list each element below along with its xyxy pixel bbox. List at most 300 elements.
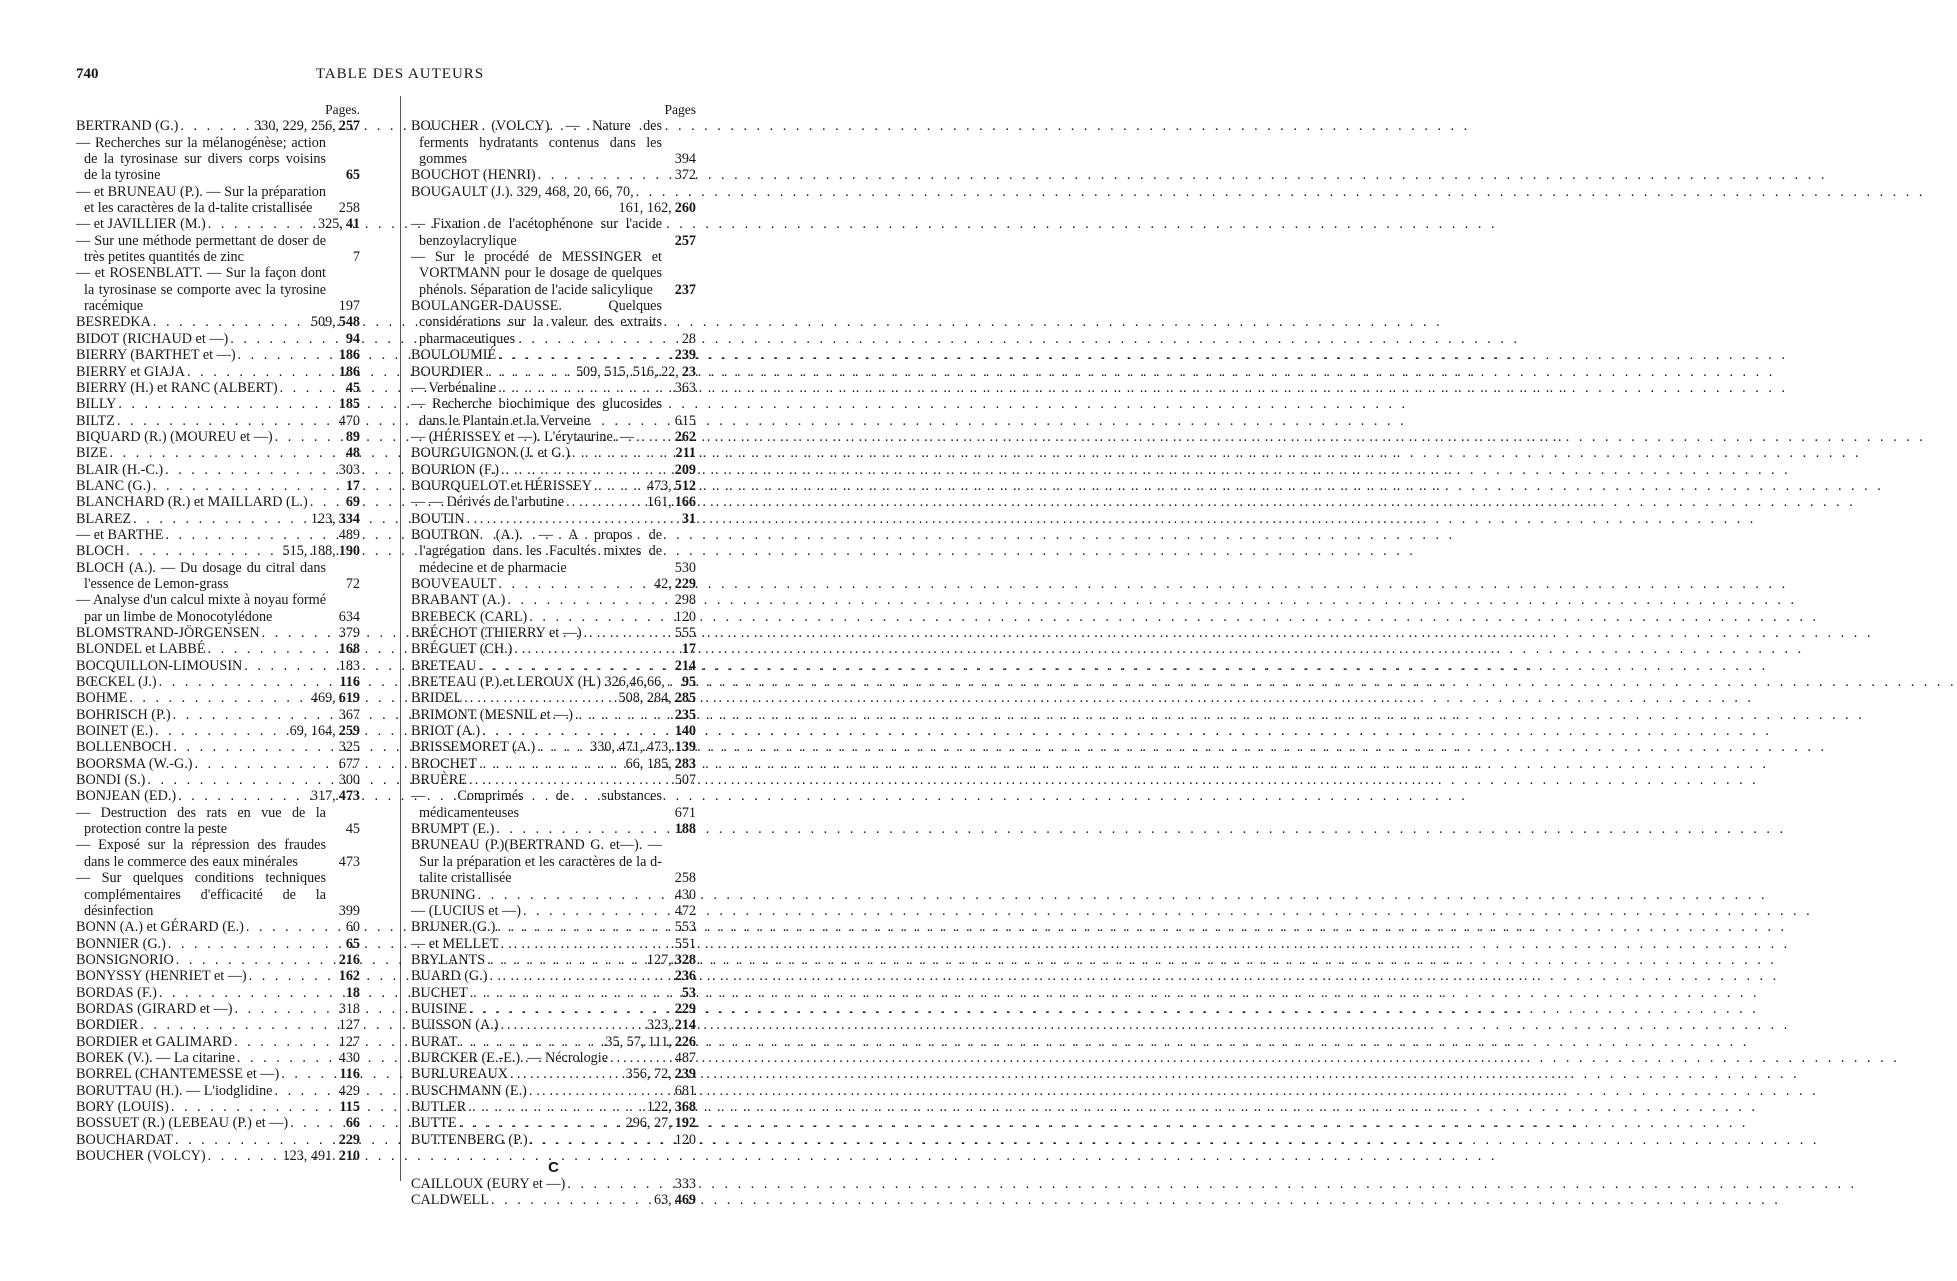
index-column-right (411, 102, 696, 1209)
entry-text: BIZE (76, 445, 108, 462)
entry-page-bold: 186 (338, 347, 360, 364)
entry-text: BLONDEL et LABBÉ (76, 641, 206, 658)
dot-leader (228, 331, 343, 347)
entry-page-number: 372 (674, 167, 696, 184)
index-entry (411, 821, 696, 837)
index-entries-right (411, 118, 696, 1148)
index-entry (76, 184, 360, 217)
index-entry (76, 1083, 360, 1099)
dot-leader (115, 413, 339, 429)
entry-text: BRUNEAU (P.)(BERTRAND G. et—). — Sur la préparation et les caractères de la d-talite cristallisée (411, 837, 662, 887)
entry-text: BOURQUELOT et HÉRISSEY (411, 477, 593, 494)
dot-leader (124, 543, 282, 559)
entry-text: BOUTRON (A.). — A propos de l'agrégation dans les Facultés mixtes de médecine et de pharmacie (411, 526, 662, 576)
entry-page-bold: 239 (674, 347, 696, 364)
entry-text: BONN (A.) et GÉRARD (E.) (76, 919, 244, 936)
dot-leader (634, 429, 672, 445)
entry-text: BŒCKEL (J.) (76, 674, 157, 691)
entry-page-number: 127 (338, 1033, 360, 1050)
index-entry (411, 364, 696, 380)
entry-page-number: 508, 284, (618, 690, 672, 707)
entry-page-bold: 262 (674, 428, 696, 445)
dot-leader (582, 625, 675, 641)
index-entry (76, 756, 360, 772)
dot-leader (108, 445, 343, 461)
entry-text: BIQUARD (R.) (MOUREU et —) (76, 428, 273, 445)
dot-leader (485, 952, 647, 968)
entry-page-number: 515, 188, (282, 543, 336, 560)
entry-text: BUISINE (411, 1000, 467, 1017)
entry-page-number: 127, (646, 951, 672, 968)
dot-leader (145, 772, 338, 788)
entry-text: BOORSMA (W.-G.) (76, 755, 193, 772)
entry-page-number: 553 (674, 919, 696, 936)
entry-text: BOUCHARDAT (76, 1131, 173, 1148)
entry-pages (346, 576, 360, 592)
entry-page-number: 7 (352, 249, 360, 266)
index-entry (411, 1192, 696, 1208)
entry-page-bold: 229 (338, 1131, 360, 1148)
entry-text: BIERRY (H.) et RANC (ALBERT) (76, 379, 278, 396)
dot-leader (564, 494, 647, 510)
dot-leader (235, 1050, 339, 1066)
entry-page-bold: 192 (674, 1115, 696, 1132)
entry-page-number: 333 (674, 1176, 696, 1192)
entry-text: BORREL (CHANTEMESSE et —) (76, 1066, 280, 1083)
dot-leader (573, 707, 672, 723)
entry-text: BRABANT (A.) (411, 592, 506, 609)
index-entry (76, 1115, 360, 1131)
index-entry (411, 641, 696, 657)
index-entry (76, 1099, 360, 1115)
entry-text: BRIMONT (MESNIL et —) (411, 706, 573, 723)
entry-text: BLAIR (H.-C.) (76, 461, 164, 478)
index-entry (76, 837, 360, 870)
entry-page-number: 356, 72, (625, 1066, 672, 1083)
index-entry (411, 1017, 696, 1033)
entry-page-number: 551 (674, 935, 696, 952)
index-entry (76, 265, 360, 314)
index-entry (76, 462, 360, 478)
dot-leader (131, 511, 311, 527)
entry-page-bold: 23 (681, 363, 696, 380)
entry-page-number: 681 (674, 1082, 696, 1099)
entry-pages (675, 413, 696, 429)
entry-page-number: 298 (674, 592, 696, 609)
index-entry (76, 216, 360, 232)
index-entry (411, 494, 696, 510)
entry-page-number: 28 (681, 330, 696, 347)
index-entry (76, 772, 360, 788)
entry-text: BROCHET (411, 755, 478, 772)
entry-page-bold: 226 (674, 1033, 696, 1050)
entry-text: BORDIER et GALIMARD (76, 1033, 233, 1050)
entry-page-number: 555 (674, 625, 696, 641)
dot-leader (138, 1017, 338, 1033)
dot-leader (236, 347, 336, 363)
dot-leader (157, 674, 337, 690)
dot-leader (457, 1115, 626, 1131)
index-entry (411, 1176, 696, 1192)
entry-page-number: 123, 491. (282, 1148, 336, 1164)
entry-page-number: 469, (310, 690, 336, 707)
dot-leader (476, 658, 671, 674)
entry-page-bold: 45 (345, 379, 360, 396)
index-entry (76, 314, 360, 330)
entry-page-number: 671 (674, 804, 696, 821)
index-entry (411, 658, 696, 674)
entry-text: — Analyse d'un calcul mixte à noyau formé par un limbe de Monocotylédone (76, 592, 326, 625)
index-entry (76, 870, 360, 919)
dot-leader (163, 527, 338, 543)
entry-text: — Sur le procédé de MESSINGER et VORTMANN pour le dosage de quelques phénols. Séparation de l'acide salicylique (411, 249, 662, 298)
entry-page-number: 72 (345, 575, 360, 592)
index-entry (411, 723, 696, 739)
dot-leader (193, 756, 339, 772)
entry-page-number: 325, (317, 216, 343, 233)
dot-leader (528, 1132, 675, 1148)
index-entry (76, 674, 360, 690)
dot-leader (171, 739, 338, 755)
dot-leader (476, 887, 675, 903)
index-entry (411, 1066, 696, 1082)
entry-text: — (HÉRISSEY et —). L'érytaurine. — (411, 428, 635, 445)
entry-page-bold: 469 (674, 1192, 696, 1209)
entry-page-bold: 368 (674, 1098, 696, 1115)
dot-leader (496, 347, 672, 363)
entry-page-number: 472 (674, 902, 696, 919)
entry-text: BOURDIER (411, 363, 484, 380)
entry-text: BURCKER (E.-E.). — Nécrologie (411, 1049, 609, 1066)
entry-page-number: 330, 229, 256, (254, 118, 336, 135)
entry-page-bold: 185 (338, 396, 360, 413)
entry-text: BURLUREAUX (411, 1066, 508, 1083)
index-entry (76, 543, 360, 559)
dot-leader (206, 641, 336, 657)
entry-page-number: 183 (338, 657, 360, 674)
entry-text: BLANCHARD (R.) et MAILLARD (L.) (76, 494, 308, 511)
dot-leader (166, 936, 343, 952)
entry-text: — Exposé sur la répression des fraudes dans le commerce des eaux minérales (76, 837, 326, 870)
entry-page-bold: 257 (338, 118, 360, 135)
entry-text: BURAT (411, 1033, 458, 1050)
entry-text: — et BRUNEAU (P.). — Sur la préparation et les caractères de la d-talite cristallisée (76, 183, 326, 217)
entry-text: — et JAVILLIER (M.) (76, 216, 206, 233)
entry-page-bold: 41 (345, 216, 360, 233)
index-entry (411, 1050, 696, 1066)
entry-text: BOULOUMIÉ (411, 347, 497, 364)
index-entry (411, 690, 696, 706)
index-entry (76, 560, 360, 593)
entry-page-bold: 210 (338, 1148, 360, 1164)
dot-leader (465, 511, 679, 527)
entry-text: BOREK (V.). — La citarine (76, 1049, 235, 1066)
dot-leader (116, 396, 335, 412)
entry-text: BERTRAND (G.) (76, 118, 179, 135)
entry-page-bold: 260 (674, 200, 696, 217)
entry-page-bold: 328 (674, 951, 696, 968)
entry-page-bold: 257 (674, 232, 696, 249)
entry-text: BONJEAN (ED.) (76, 788, 177, 805)
dot-leader (157, 985, 343, 1001)
dot-leader (163, 462, 339, 478)
dot-leader (570, 445, 673, 461)
entry-page-bold: 140 (674, 723, 696, 740)
dot-leader (206, 216, 318, 232)
entry-text: BUSCHMANN (E.) (411, 1082, 527, 1099)
index-entry (411, 739, 696, 755)
entry-page-bold: 473 (338, 788, 360, 805)
entry-page-bold: 236 (674, 968, 696, 985)
index-entry (411, 1132, 696, 1148)
index-entry (411, 429, 696, 445)
entry-text: BORUTTAU (H.). — L'iodglidine (76, 1082, 273, 1099)
dot-leader (495, 919, 674, 935)
entry-text: BORDIER (76, 1017, 139, 1034)
entry-page-bold: 162 (338, 968, 360, 985)
entry-page-bold: 53 (681, 984, 696, 1001)
dot-leader (499, 1017, 647, 1033)
dot-leader (169, 1099, 337, 1115)
index-entry (76, 331, 360, 347)
index-entry (411, 936, 696, 952)
dot-leader (171, 707, 339, 723)
dot-leader (494, 821, 671, 837)
entry-page-number: 69, 164, (289, 723, 336, 740)
index-column-left (76, 102, 360, 1164)
index-entry (76, 952, 360, 968)
index-entry (411, 462, 696, 478)
entry-page-number: 429 (338, 1082, 360, 1099)
index-entry (411, 1001, 696, 1017)
entry-page-bold: 69 (345, 494, 360, 511)
dot-leader (151, 314, 311, 330)
index-entry (76, 936, 360, 952)
entry-text: BLOCH (76, 543, 125, 560)
entry-text: BOINET (E.) (76, 723, 153, 740)
entry-text: BORY (LOUIS) (76, 1098, 169, 1115)
entry-page-number: 489 (338, 526, 360, 543)
entry-text: BOUTIN (411, 510, 465, 527)
entry-text: BILLY (76, 396, 117, 413)
dot-leader (176, 788, 311, 804)
entry-page-number: 363 (674, 379, 696, 396)
dot-leader (178, 118, 254, 134)
dot-leader (232, 1034, 339, 1050)
entry-text: BOHRISCH (P.) (76, 706, 171, 723)
dot-leader (477, 756, 625, 772)
entry-text: BOUGAULT (J.). 329, 468, 20, 66, 70, (411, 183, 634, 200)
index-entry (76, 478, 360, 494)
entry-page-bold: 259 (338, 723, 360, 740)
entry-pages (343, 167, 360, 183)
dot-leader (480, 723, 672, 739)
entry-text: BIERRY et GIAJA (76, 363, 186, 380)
entry-text: BRIOT (A.) (411, 723, 481, 740)
entry-pages (339, 903, 360, 919)
dot-leader (496, 576, 654, 592)
index-entry (76, 494, 360, 510)
entry-text: — Comprimés de substances médicamenteuses (411, 788, 662, 821)
entry-text: BRUNING (411, 886, 476, 903)
entry-pages (346, 821, 360, 837)
entry-pages (339, 854, 360, 870)
index-entry (411, 788, 696, 821)
entry-page-bold: 31 (681, 510, 696, 527)
dot-leader (153, 723, 290, 739)
entry-text: BUTTENBERG (P.) (411, 1131, 528, 1148)
entry-page-bold: 190 (338, 543, 360, 560)
index-entry (411, 1099, 696, 1115)
dot-leader (151, 478, 343, 494)
index-entry (76, 380, 360, 396)
index-entry (411, 1034, 696, 1050)
dot-leader (467, 772, 675, 788)
index-entry (76, 788, 360, 804)
entry-page-bold: 48 (345, 445, 360, 462)
entry-page-number: 677 (338, 755, 360, 772)
index-entry (76, 690, 360, 706)
index-entry (411, 756, 696, 772)
section-letter: C (548, 1159, 559, 1176)
entry-page-number: 487 (674, 1049, 696, 1066)
entry-text: BONSIGNORIO (76, 951, 174, 968)
entry-page-number: 317, (310, 788, 336, 805)
index-entry (76, 1132, 360, 1148)
entry-page-number: 530 (674, 559, 696, 576)
index-entry (76, 1001, 360, 1017)
index-entry (76, 1034, 360, 1050)
entry-page-number: 473 (338, 853, 360, 870)
index-entry (76, 511, 360, 527)
index-entry (411, 184, 696, 200)
entry-page-number: 161, 162, (618, 200, 672, 217)
entry-page-number: 325 (338, 739, 360, 756)
index-entry (76, 592, 360, 625)
index-entry (76, 805, 360, 838)
entry-text: BRYLANTS (411, 951, 486, 968)
index-entry (76, 1148, 360, 1164)
index-entry (411, 887, 696, 903)
entry-page-bold: 211 (675, 445, 696, 462)
entry-page-bold: 115 (339, 1098, 360, 1115)
entry-text: BILTZ (76, 412, 115, 429)
entry-page-number: 258 (674, 870, 696, 887)
entry-text: BOSSUET (R.) (LEBEAU (P.) et —) (76, 1115, 289, 1132)
index-entry (76, 723, 360, 739)
index-entry (411, 903, 696, 919)
entry-text: BOUCHER (VOLCY) (76, 1148, 206, 1164)
entry-page-bold: 65 (345, 935, 360, 952)
entry-page-bold: 94 (345, 330, 360, 347)
entry-page-bold: 235 (674, 706, 696, 723)
index-entry (76, 985, 360, 1001)
entry-page-number: 330, 471, 473, (590, 739, 672, 756)
entry-page-bold: 18 (345, 984, 360, 1001)
entry-text: CALDWELL (411, 1192, 490, 1209)
entry-page-number: 127 (338, 1017, 360, 1034)
entry-page-number: 35, 57, 111, (605, 1033, 672, 1050)
entry-text: BUISSON (A.) (411, 1017, 499, 1034)
dot-leader (499, 462, 672, 478)
index-entry (76, 919, 360, 935)
entry-page-bold: 17 (681, 641, 696, 658)
dot-leader (279, 1066, 336, 1082)
entry-text: BOURGUIGNON (J. et G.) (411, 445, 570, 462)
index-entry (411, 216, 696, 249)
entry-page-bold: 214 (674, 657, 696, 674)
dot-leader (288, 1115, 343, 1131)
entry-pages (672, 233, 696, 249)
entry-page-bold: 239 (674, 1066, 696, 1083)
index-entry (76, 445, 360, 461)
index-entry (76, 707, 360, 723)
index-entry (411, 592, 696, 608)
entry-text: BRETEAU (P.) et LEROUX (H.) 326,46,66, (411, 674, 665, 691)
entry-text: BORDAS (GIRARD et —) (76, 1000, 233, 1017)
entry-pages (339, 200, 360, 216)
entry-page-number: 470 (338, 412, 360, 429)
entry-text: BRUNER (G.) (411, 919, 496, 936)
entry-page-number: 296, 27, (625, 1115, 672, 1132)
entry-text: BIERRY (BARTHET et —) (76, 347, 236, 364)
entry-text: BUCHET (411, 984, 468, 1001)
index-entry (411, 298, 696, 347)
index-entry (411, 347, 696, 363)
index-entry (76, 429, 360, 445)
dot-leader (535, 739, 590, 755)
entry-page-number: 473, (646, 477, 672, 494)
entry-page-number: 367 (338, 706, 360, 723)
entry-page-number: 300 (338, 772, 360, 789)
entry-text: BLOMSTRAND-JÖRGENSEN (76, 625, 260, 641)
entry-page-bold: 66 (345, 1115, 360, 1132)
dot-leader (505, 592, 674, 608)
dot-leader (174, 952, 336, 968)
dot-leader (308, 494, 343, 510)
entry-page-number: 430 (338, 1049, 360, 1066)
entry-text: — — Dérivés de l'arbutine (411, 494, 565, 511)
index-entry (411, 772, 696, 788)
entry-page-number: 120 (674, 1131, 696, 1148)
index-entries-left (76, 118, 360, 1164)
index-entry (76, 1066, 360, 1082)
dot-leader (468, 985, 679, 1001)
entry-text: BONDI (S.) (76, 772, 146, 789)
dot-leader (665, 674, 679, 690)
index-entry (76, 233, 360, 266)
index-entry (411, 1115, 696, 1131)
dot-leader (592, 478, 647, 494)
entry-text: BOLLENBOCH (76, 739, 172, 756)
entry-text: BLANC (G.) (76, 477, 151, 494)
entry-text: — Fixation de l'acétophénone sur l'acide benzoylacrylique (411, 216, 662, 249)
entry-text: BONNIER (G.) (76, 935, 166, 952)
entry-text: — Sur quelques conditions techniques complémentaires d'efficacité de la désinfection (76, 870, 326, 919)
entry-page-bold: 285 (674, 690, 696, 707)
dot-leader (467, 1001, 672, 1017)
entry-page-number: 120 (674, 608, 696, 625)
index-entry (76, 118, 360, 134)
entry-page-number: 634 (338, 608, 360, 625)
entry-text: BUARD (G.) (411, 968, 488, 985)
index-entry (411, 396, 696, 429)
index-entry (76, 968, 360, 984)
dot-leader (462, 690, 618, 706)
entry-page-bold: 229 (674, 575, 696, 592)
entry-page-number: 45 (345, 821, 360, 838)
dot-leader (521, 903, 675, 919)
